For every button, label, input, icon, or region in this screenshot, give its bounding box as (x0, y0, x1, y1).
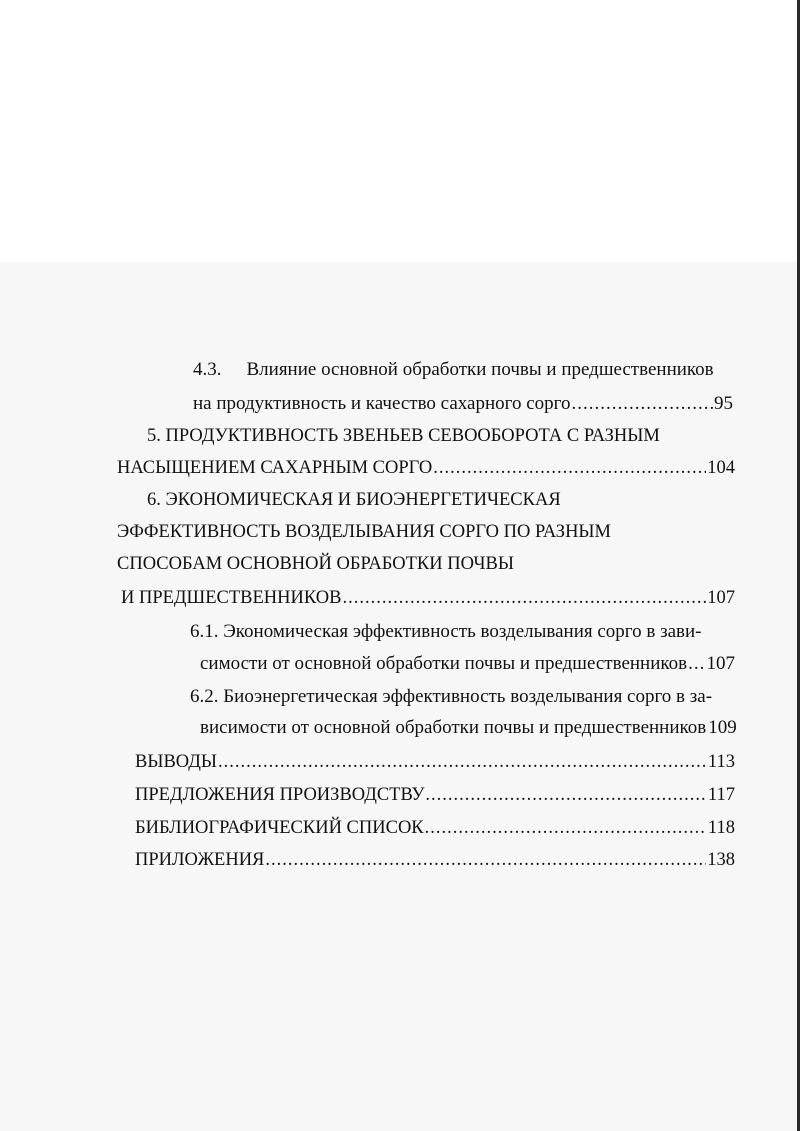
toc-entry-6-2-line1: 6.2. Биоэнергетическая эффективность возделывания сорго в за- (190, 686, 713, 707)
toc-entry-title: ВЫВОДЫ (135, 752, 218, 772)
toc-entry-6-1-line2 (200, 652, 735, 676)
toc-entry-appendices (135, 848, 735, 872)
dot-leader (433, 456, 706, 480)
toc-entry-6-1-line1: 6.1. Экономическая эффективность возделывания сорго в зави- (190, 621, 702, 642)
toc-entry-4-3-line1 (193, 358, 714, 382)
dot-leader (425, 816, 707, 840)
toc-entry-6-2-line2 (200, 716, 735, 740)
toc-page-number: 138 (707, 850, 735, 870)
toc-entry-5-line1: 5. ПРОДУКТИВНОСТЬ ЗВЕНЬЕВ СЕВООБОРОТА С РАЗНЫМ (147, 426, 660, 446)
toc-entry-title: Влияние основной обработки почвы и предшественников (246, 359, 714, 380)
toc-entry-proposals (135, 783, 735, 807)
toc-entry-number: 4.3. (193, 359, 222, 380)
dot-leader (571, 392, 713, 416)
toc-entry-title: И ПРЕДШЕСТВЕННИКОВ (121, 588, 342, 608)
dot-leader (425, 783, 707, 807)
toc-entry-title: висимости от основной обработки почвы и предшественников (200, 717, 707, 738)
toc-entry-title: БИБЛИОГРАФИЧЕСКИЙ СПИСОК (135, 818, 424, 838)
dot-leader (218, 750, 707, 774)
toc-page-number: 109 (708, 717, 737, 738)
toc-page-number: 118 (707, 818, 735, 838)
toc-entry-5-line2 (117, 456, 735, 480)
toc-page-number: 117 (707, 785, 735, 805)
toc-entry-6-line2: ЭФФЕКТИВНОСТЬ ВОЗДЕЛЫВАНИЯ СОРГО ПО РАЗНЫМ (117, 522, 612, 542)
toc-page-number: 113 (707, 752, 735, 772)
toc-page-number: 104 (707, 458, 735, 478)
toc-entry-title: на продуктивность и качество сахарного сорго (193, 393, 571, 414)
toc-entry-bibliography (135, 816, 735, 840)
dot-leader (265, 848, 706, 872)
toc-entry-6-line3: СПОСОБАМ ОСНОВНОЙ ОБРАБОТКИ ПОЧВЫ (117, 554, 514, 574)
toc-entry-6-line1: 6. ЭКОНОМИЧЕСКАЯ И БИОЭНЕРГЕТИЧЕСКАЯ (147, 490, 561, 510)
toc-page-number: 95 (714, 393, 733, 414)
toc-page-number: 107 (706, 653, 735, 674)
toc-entry-6-line4 (121, 586, 735, 610)
toc-entry-title: симости от основной обработки почвы и предшественников (200, 653, 688, 674)
toc-entry-conclusions (135, 750, 735, 774)
dot-leader (688, 652, 705, 676)
toc-entry-title: ПРЕДЛОЖЕНИЯ ПРОИЗВОДСТВУ (135, 785, 425, 805)
toc-page-number: 107 (707, 588, 735, 608)
toc-entry-title: ПРИЛОЖЕНИЯ (135, 850, 265, 870)
toc-entry-title: НАСЫЩЕНИЕМ САХАРНЫМ СОРГО (117, 458, 433, 478)
dot-leader (342, 586, 706, 610)
toc-entry-4-3-line2 (193, 392, 733, 416)
